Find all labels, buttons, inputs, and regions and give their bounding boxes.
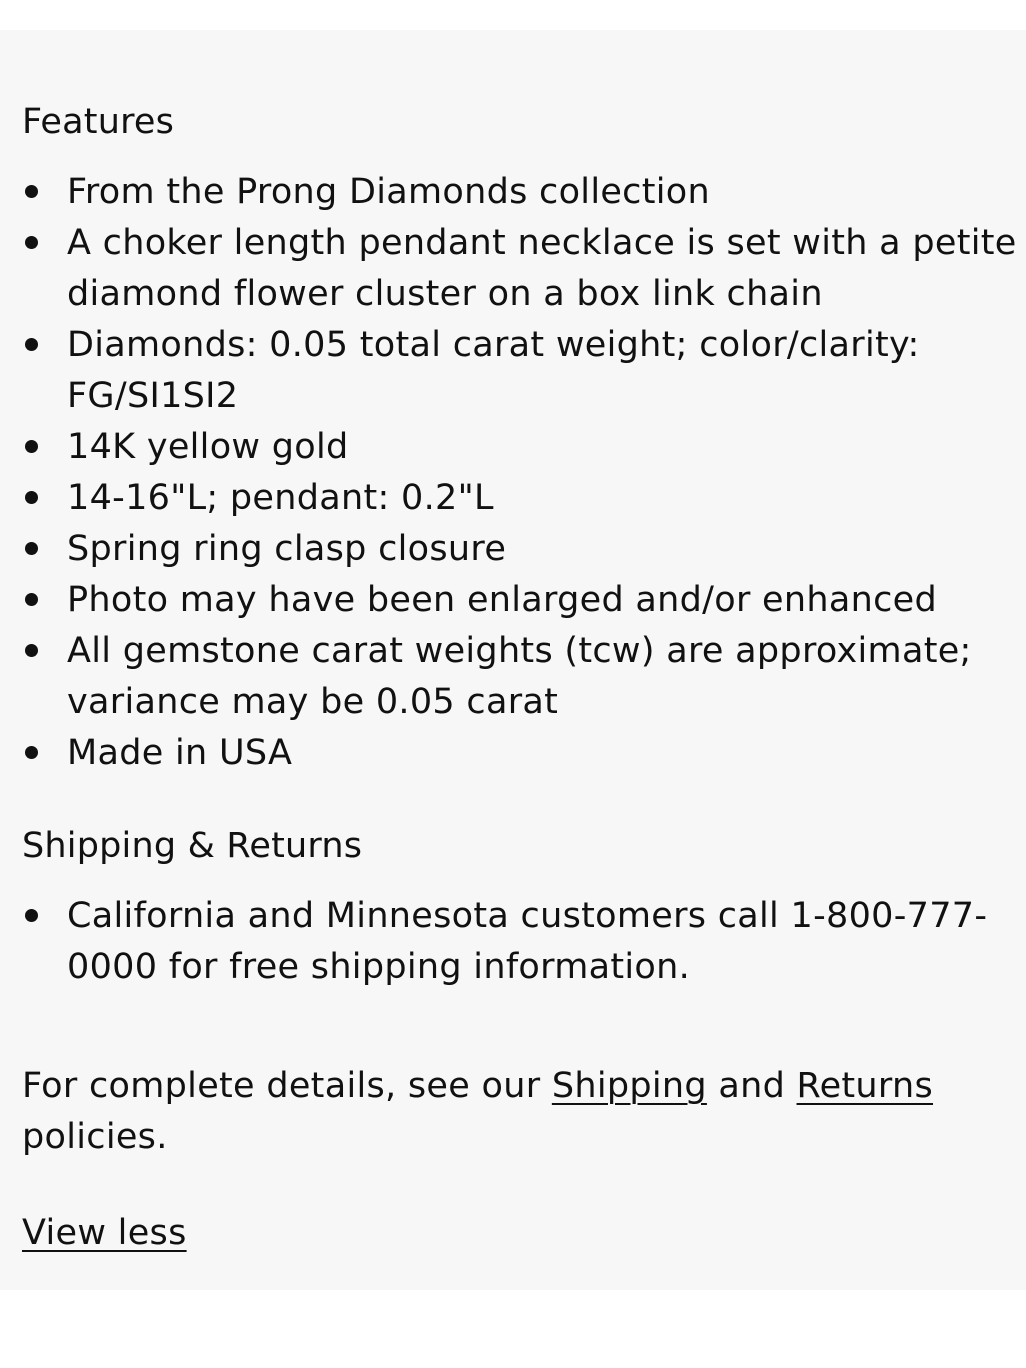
product-details-panel [0,30,1026,1290]
shipping-text: California and Minnesota customers call 1-800-777-0000 for free shipping information. [67,896,988,987]
list-item [22,524,1022,575]
bullet-icon [25,909,38,922]
bullet-icon [25,746,38,759]
policy-details-text [22,1061,1022,1163]
features-list [22,167,1022,779]
bullet-icon [25,185,38,198]
feature-text: From the Prong Diamonds collection [67,172,710,212]
details-prefix: For complete details, see our [22,1066,552,1106]
bullet-icon [25,644,38,657]
shipping-list [22,891,1022,993]
list-item [22,167,1022,218]
shipping-policy-link[interactable]: Shipping [551,1066,707,1106]
view-less-link[interactable]: View less [22,1213,187,1253]
list-item [22,422,1022,473]
feature-text: A choker length pendant necklace is set with a petite diamond flower cluster on a box link chain [67,223,1017,314]
bullet-icon [25,593,38,606]
feature-text: All gemstone carat weights (tcw) are approximate; variance may be 0.05 carat [67,631,972,722]
feature-text: Photo may have been enlarged and/or enhanced [67,580,937,620]
bullet-icon [25,338,38,351]
returns-policy-link[interactable]: Returns [796,1066,934,1106]
bullet-icon [25,491,38,504]
list-item [22,320,1022,422]
list-item [22,728,1022,779]
features-heading: Features [22,102,175,142]
details-suffix: policies. [22,1117,168,1157]
list-item [22,473,1022,524]
details-middle: and [706,1066,797,1106]
shipping-returns-heading: Shipping & Returns [22,826,363,866]
feature-text: 14-16"L; pendant: 0.2"L [67,478,494,518]
feature-text: Spring ring clasp closure [67,529,507,569]
list-item [22,891,1022,993]
feature-text: Diamonds: 0.05 total carat weight; color/clarity: FG/SI1SI2 [67,325,920,416]
list-item [22,218,1022,320]
list-item [22,575,1022,626]
list-item [22,626,1022,728]
product-details-content [22,100,1022,1259]
feature-text: 14K yellow gold [67,427,349,467]
feature-text: Made in USA [67,733,293,773]
bullet-icon [25,236,38,249]
bullet-icon [25,440,38,453]
bullet-icon [25,542,38,555]
